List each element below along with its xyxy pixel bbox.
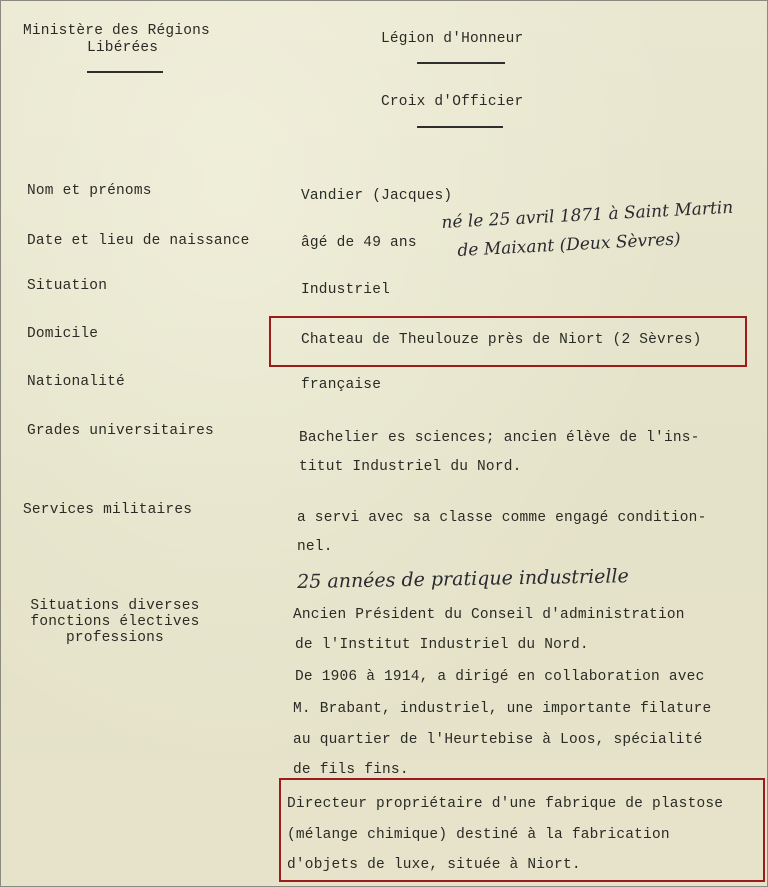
label-nom: Nom et prénoms (27, 183, 152, 199)
diverses-line-5: au quartier de l'Heurtebise à Loos, spécialité (293, 732, 703, 748)
bleed-through-text (97, 93, 105, 108)
grade-underline (417, 126, 503, 128)
ministry-line-1: Ministère des Régions (23, 23, 210, 39)
highlight-box-domicile (269, 316, 747, 367)
label-nationalite: Nationalité (27, 374, 125, 390)
value-naissance: âgé de 49 ans (301, 235, 417, 251)
order-title: Légion d'Honneur (381, 31, 524, 47)
value-services-line-2: nel. (297, 539, 333, 555)
label-diverses-line-1: Situations diverses (30, 598, 200, 614)
value-grades-line-2: titut Industriel du Nord. (299, 459, 522, 475)
ministry-line-2: Libérées (87, 40, 159, 56)
highlight-box-directeur (279, 778, 765, 882)
handwritten-birth-line-1: né le 25 avril 1871 à Saint Martin (441, 197, 734, 233)
value-grades-line-1: Bachelier es sciences; ancien élève de l'ins- (299, 430, 700, 446)
diverses-line-7: Directeur propriétaire d'une fabrique de plastose (287, 796, 724, 812)
label-services: Services militaires (23, 502, 193, 518)
label-naissance: Date et lieu de naissance (27, 233, 250, 249)
label-diverses-line-2: fonctions électives (30, 614, 200, 630)
diverses-line-6: de fils fins. (293, 762, 409, 778)
order-underline (417, 62, 505, 64)
handwritten-birth-line-2: de Maixant (Deux Sèvres) (457, 229, 682, 261)
diverses-line-4: M. Brabant, industriel, une importante filature (293, 701, 712, 717)
diverses-line-1: Ancien Président du Conseil d'administration (293, 607, 685, 623)
label-situation: Situation (27, 278, 108, 294)
label-domicile: Domicile (27, 326, 99, 342)
value-situation: Industriel (301, 282, 391, 298)
value-nom: Vandier (Jacques) (301, 188, 453, 204)
diverses-line-9: d'objets de luxe, située à Niort. (287, 857, 581, 873)
diverses-line-3: De 1906 à 1914, a dirigé en collaboration avec (295, 669, 705, 685)
label-diverses-line-3: professions (66, 630, 164, 646)
label-grades: Grades universitaires (27, 423, 214, 439)
diverses-line-8: (mélange chimique) destiné à la fabrication (287, 827, 670, 843)
handwritten-note-experience: 25 années de pratique industrielle (297, 565, 629, 593)
value-domicile: Chateau de Theulouze près de Niort (2 Sèvres) (301, 332, 702, 348)
value-services-line-1: a servi avec sa classe comme engagé condition- (297, 510, 707, 526)
grade-title: Croix d'Officier (381, 94, 524, 110)
diverses-line-2: de l'Institut Industriel du Nord. (295, 637, 589, 653)
ministry-underline (87, 71, 163, 73)
value-nationalite: française (301, 377, 382, 393)
